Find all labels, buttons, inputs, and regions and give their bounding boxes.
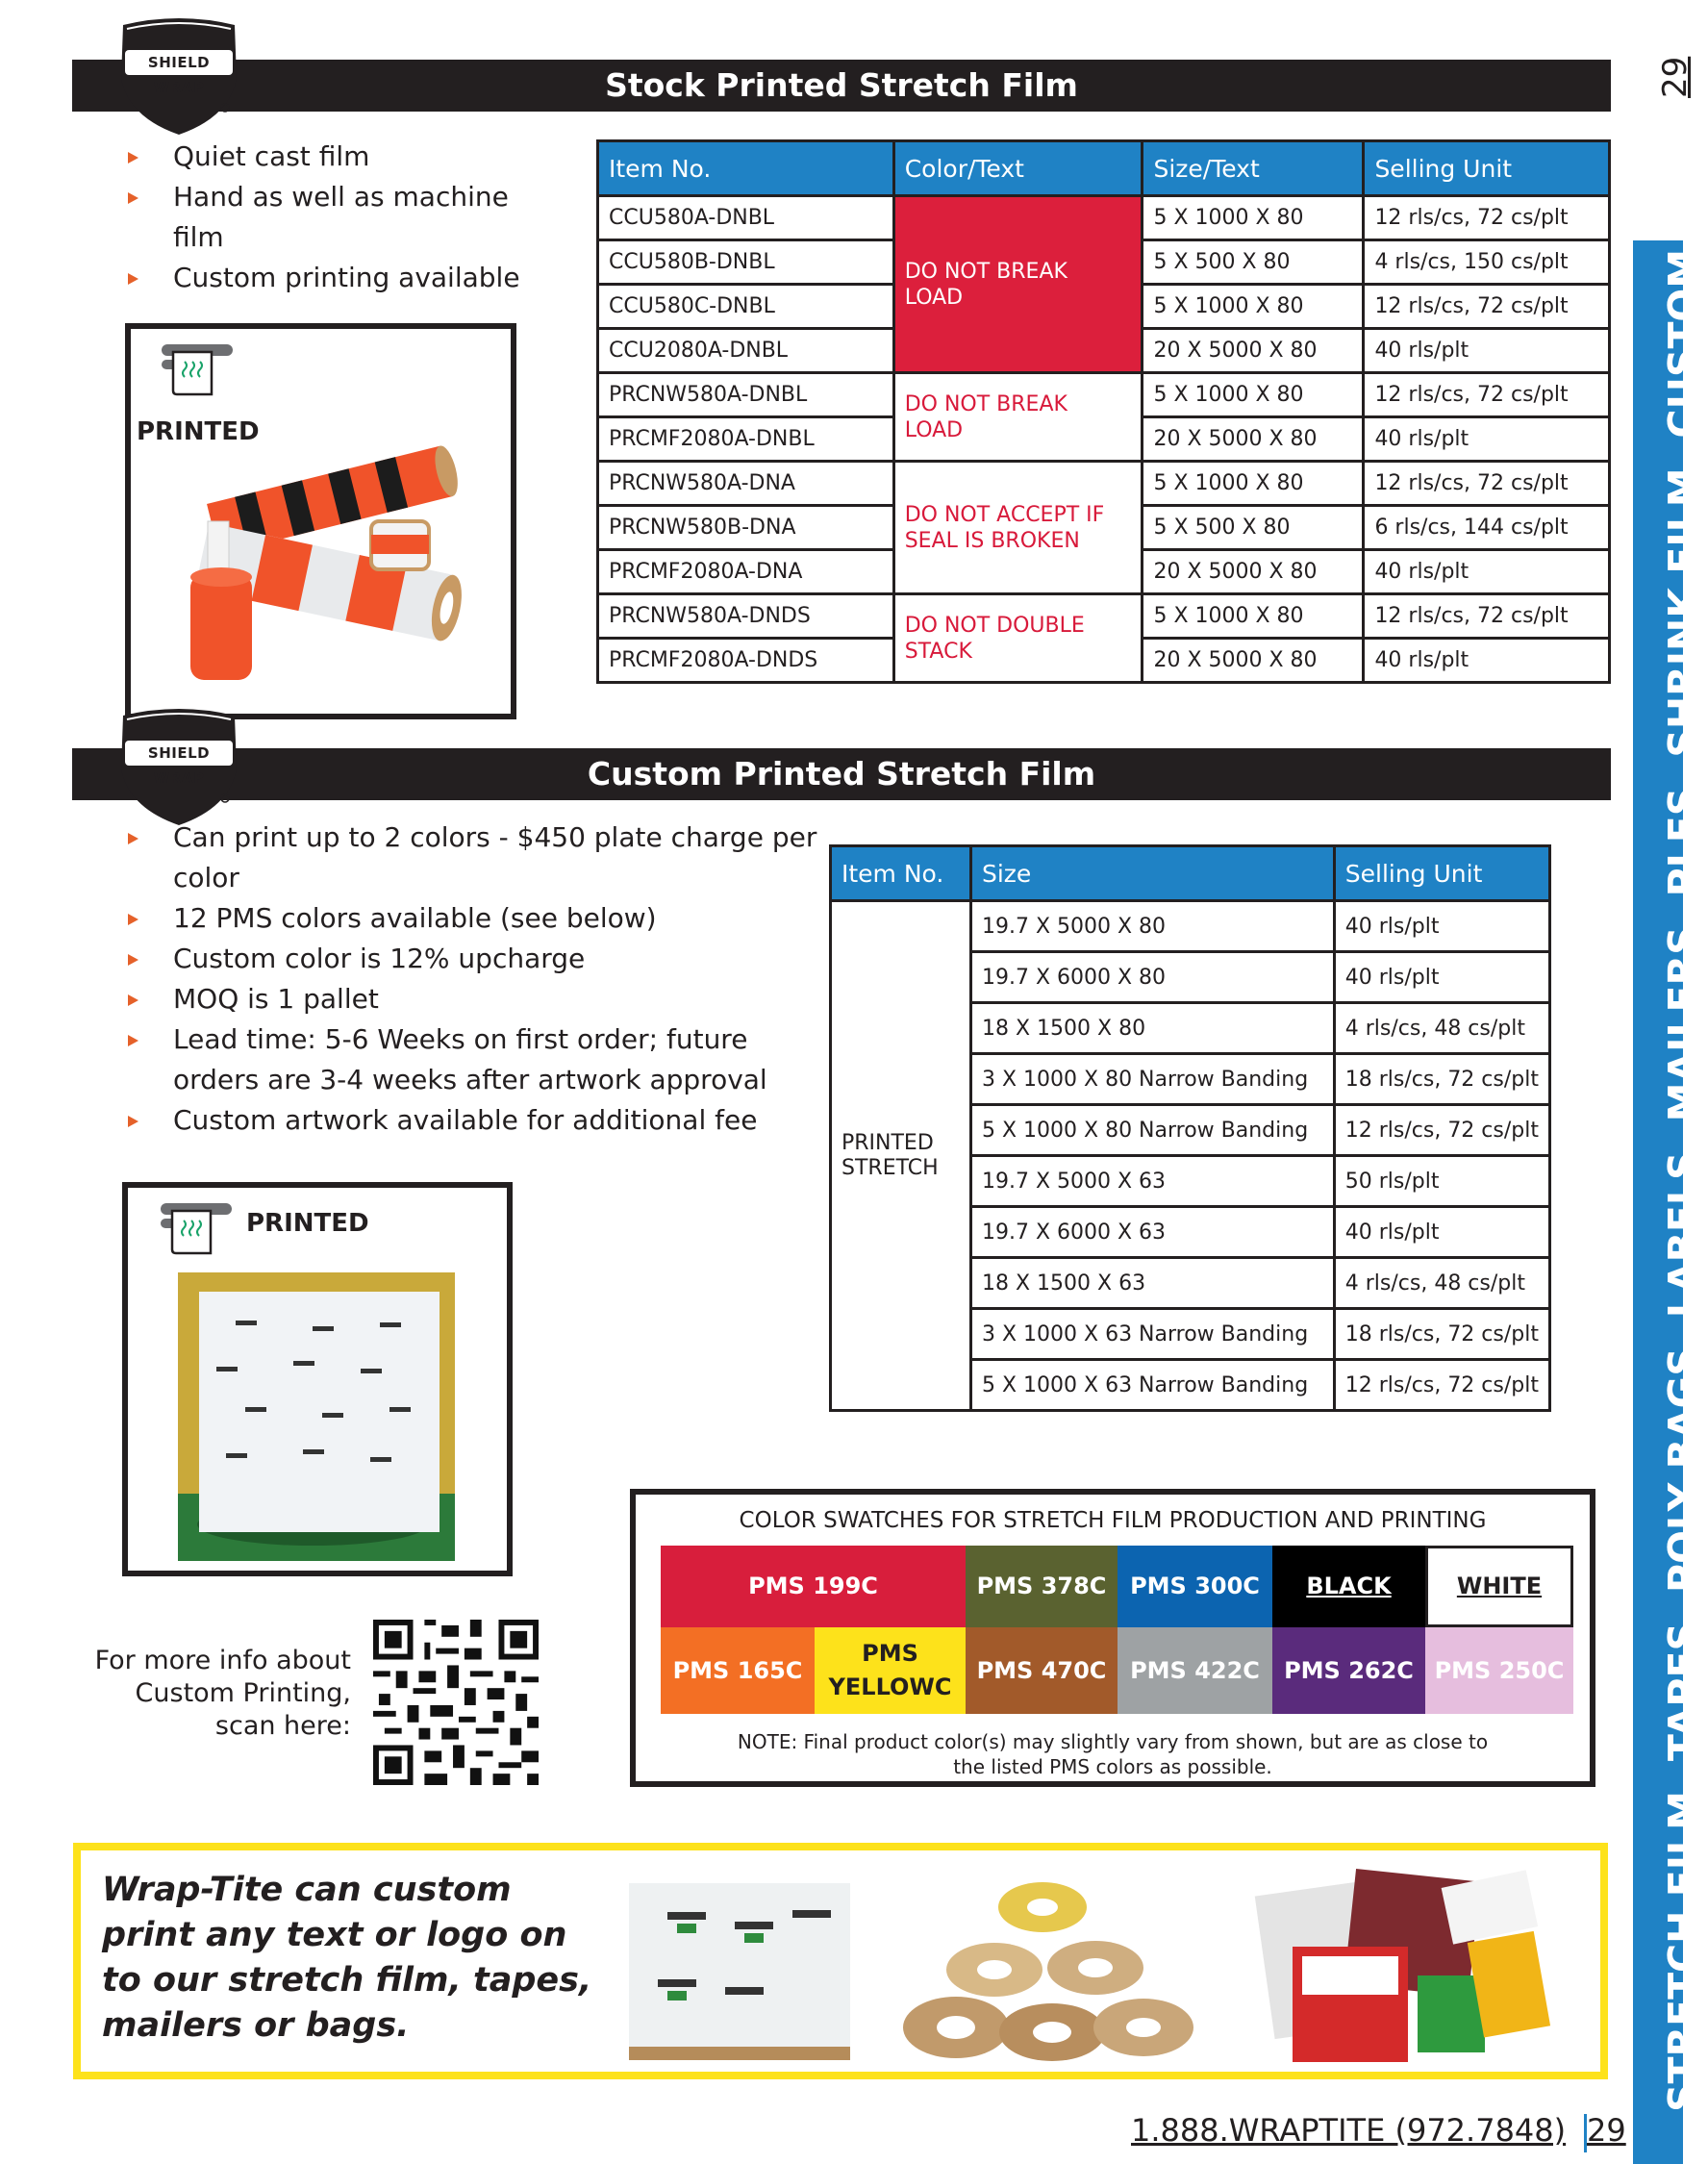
table-row (598, 462, 1610, 506)
selling-unit-cell: 12 rls/cs, 72 cs/plt (1334, 1105, 1549, 1156)
dot-separator (1683, 1329, 1690, 1336)
selling-unit-cell: 40 rls/plt (1334, 1207, 1549, 1258)
column-header: Color/Text (893, 141, 1143, 196)
selling-unit-cell: 12 rls/cs, 72 cs/plt (1364, 594, 1610, 639)
side-tab-poly-bags[interactable]: POLY BAGS (1660, 1347, 1706, 1593)
shield-wrap-logo (104, 17, 254, 138)
swatch-label: PMS 422C (1130, 1656, 1260, 1684)
dot-separator (1683, 769, 1690, 776)
item-no-cell: PRCNW580A-DNDS (598, 594, 894, 639)
selling-unit-cell: 18 rls/cs, 72 cs/plt (1334, 1054, 1549, 1105)
size-cell: 5 X 500 X 80 (1143, 506, 1364, 550)
printed-label: PRINTED (137, 417, 260, 446)
side-tab-mailers[interactable]: MAILERS (1660, 926, 1706, 1122)
size-cell: 20 X 5000 X 80 (1143, 550, 1364, 594)
selling-unit-cell: 40 rls/plt (1364, 417, 1610, 462)
selling-unit-cell: 18 rls/cs, 72 cs/plt (1334, 1309, 1549, 1360)
item-no-cell: PRCNW580A-DNA (598, 462, 894, 506)
size-cell: 20 X 5000 X 80 (1143, 329, 1364, 373)
dot-separator (1683, 1604, 1690, 1611)
swatch-label: WHITE (1456, 1573, 1543, 1599)
stock-bullets (128, 137, 551, 298)
swatch-label: PMS 199C (748, 1573, 878, 1599)
size-cell: 3 X 1000 X 80 Narrow Banding (970, 1054, 1334, 1105)
size-cell: 19.7 X 6000 X 80 (970, 952, 1334, 1003)
size-cell: 19.7 X 5000 X 63 (970, 1156, 1334, 1207)
custom-bullet: Custom artwork available for additional fee (128, 1100, 820, 1141)
custom-print-banner (73, 1843, 1608, 2079)
selling-unit-cell: 40 rls/plt (1364, 550, 1610, 594)
selling-unit-cell: 50 rls/plt (1334, 1156, 1549, 1207)
stock-table (596, 139, 1611, 684)
custom-bullets (128, 818, 820, 1141)
shield-wrap-label: SHIELD WRAP (125, 741, 233, 766)
column-header: Size/Text (1143, 141, 1364, 196)
selling-unit-cell: 4 rls/cs, 48 cs/plt (1334, 1003, 1549, 1054)
swatch-pms-199c (661, 1546, 966, 1627)
custom-bullet: Custom color is 12% upcharge (128, 939, 820, 979)
selling-unit-cell: 6 rls/cs, 144 cs/plt (1364, 506, 1610, 550)
dot-separator (1683, 449, 1690, 456)
size-cell: 19.7 X 6000 X 63 (970, 1207, 1334, 1258)
size-cell: 5 X 500 X 80 (1143, 240, 1364, 285)
size-cell: 5 X 1000 X 63 Narrow Banding (970, 1360, 1334, 1411)
color-text-cell: DO NOT ACCEPT IF SEAL IS BROKEN (893, 462, 1143, 594)
custom-table (829, 844, 1551, 1412)
printer-icon (160, 339, 237, 396)
item-no-cell: PRCMF2080A-DNDS (598, 639, 894, 683)
selling-unit-cell: 4 rls/cs, 48 cs/plt (1334, 1258, 1549, 1309)
table-header-row (598, 141, 1610, 196)
color-text-cell: DO NOT BREAK LOAD (893, 196, 1143, 373)
swatch-label: PMS YELLOWC (828, 1640, 952, 1700)
size-cell: 20 X 5000 X 80 (1143, 639, 1364, 683)
custom-photo-box (122, 1182, 513, 1576)
size-cell: 5 X 1000 X 80 (1143, 462, 1364, 506)
side-tab-tapes[interactable]: TAPES (1660, 1622, 1706, 1762)
swatch-pms-422c (1118, 1627, 1272, 1714)
item-no-cell: PRCNW580B-DNA (598, 506, 894, 550)
swatches-note: NOTE: Final product color(s) may slightly vary from shown, but are as close to the listed PMS colors as possible. (737, 1730, 1489, 1778)
color-text-cell: DO NOT DOUBLE STACK (893, 594, 1143, 683)
swatch-pms-470c (966, 1627, 1118, 1714)
dot-separator (1683, 1773, 1690, 1779)
swatch-white (1425, 1546, 1573, 1627)
custom-bullet: Can print up to 2 colors - $450 plate charge per color (128, 818, 820, 898)
selling-unit-cell: 40 rls/plt (1334, 901, 1549, 952)
swatch-label: PMS 262C (1284, 1656, 1414, 1684)
swatch-label: PMS 300C (1130, 1573, 1260, 1599)
custom-pallet-photo (178, 1272, 455, 1561)
selling-unit-cell: 12 rls/cs, 72 cs/plt (1334, 1360, 1549, 1411)
stock-film-rolls-photo (169, 454, 487, 694)
column-header: Selling Unit (1364, 141, 1610, 196)
qr-code-icon[interactable] (373, 1620, 539, 1785)
shield-wrap-label: SHIELD WRAP (125, 50, 233, 75)
shield-wrap-logo (104, 708, 254, 828)
size-cell: 5 X 1000 X 80 (1143, 285, 1364, 329)
swatch-pms-250c (1425, 1627, 1573, 1714)
custom-bullet: 12 PMS colors available (see below) (128, 898, 820, 939)
swatches-title: COLOR SWATCHES FOR STRETCH FILM PRODUCTION AND PRINTING (739, 1508, 1487, 1533)
stock-bullet: Quiet cast film (128, 137, 551, 177)
stock-bullet: Custom printing available (128, 258, 551, 298)
item-no-cell: CCU580A-DNBL (598, 196, 894, 240)
selling-unit-cell: 12 rls/cs, 72 cs/plt (1364, 196, 1610, 240)
size-cell: 5 X 1000 X 80 (1143, 373, 1364, 417)
item-no-cell: CCU580B-DNBL (598, 240, 894, 285)
swatch-label: PMS 165C (672, 1656, 803, 1684)
footer-phone-link[interactable]: 1.888.WRAPTITE (972.7848) (1131, 2112, 1567, 2149)
swatch-pms-378c (966, 1546, 1118, 1627)
banner-tapes-photo (889, 1864, 1196, 2066)
swatch-black (1272, 1546, 1425, 1627)
side-tab-shrink-film[interactable]: SHRINK FILM (1660, 467, 1706, 758)
side-tab-stretch-film[interactable]: STRETCH FILM (1660, 1791, 1706, 2112)
qr-info-text: For more info about Custom Printing, scan here: (94, 1646, 351, 1741)
selling-unit-cell: 4 rls/cs, 150 cs/plt (1364, 240, 1610, 285)
dot-separator (1683, 908, 1690, 915)
column-header: Size (970, 846, 1334, 901)
selling-unit-cell: 12 rls/cs, 72 cs/plt (1364, 373, 1610, 417)
side-tab-custom[interactable]: CUSTOM (1660, 248, 1706, 439)
item-no-cell: PRCNW580A-DNBL (598, 373, 894, 417)
swatch-label: BLACK (1306, 1573, 1392, 1599)
selling-unit-cell: 40 rls/plt (1334, 952, 1549, 1003)
column-header: Item No. (831, 846, 971, 901)
swatch-label: PMS 470C (976, 1656, 1107, 1684)
selling-unit-cell: 12 rls/cs, 72 cs/plt (1364, 285, 1610, 329)
table-row (598, 373, 1610, 417)
custom-bullet: MOQ is 1 pallet (128, 979, 820, 1019)
size-cell: 18 X 1500 X 63 (970, 1258, 1334, 1309)
printer-icon (159, 1197, 236, 1255)
size-cell: 18 X 1500 X 80 (970, 1003, 1334, 1054)
selling-unit-cell: 40 rls/plt (1364, 639, 1610, 683)
column-header: Item No. (598, 141, 894, 196)
item-no-cell: CCU580C-DNBL (598, 285, 894, 329)
printed-label: PRINTED (246, 1209, 369, 1238)
swatch-pms-yellowc (815, 1627, 966, 1714)
color-swatches-panel (630, 1489, 1595, 1787)
item-no-cell: PRINTED STRETCH (831, 901, 971, 1411)
stock-bullet: Hand as well as machine film (128, 177, 551, 258)
size-cell: 5 X 1000 X 80 (1143, 594, 1364, 639)
column-header: Selling Unit (1334, 846, 1549, 901)
swatch-pms-165c (661, 1627, 815, 1714)
size-cell: 5 X 1000 X 80 Narrow Banding (970, 1105, 1334, 1156)
side-tab-ples[interactable]: PLES (1660, 787, 1706, 897)
banner-text: Wrap-Tite can custom print any text or logo on to our stretch film, tapes, mailers or bags. (102, 1871, 592, 2045)
table-row (831, 901, 1550, 952)
table-row (598, 594, 1610, 639)
color-text-cell: DO NOT BREAK LOAD (893, 373, 1143, 462)
swatch-pms-262c (1272, 1627, 1425, 1714)
custom-bullet: Lead time: 5-6 Weeks on first order; future orders are 3-4 weeks after artwork approval (128, 1019, 820, 1100)
size-cell: 20 X 5000 X 80 (1143, 417, 1364, 462)
category-side-text (1658, 249, 1708, 2112)
item-no-cell: CCU2080A-DNBL (598, 329, 894, 373)
size-cell: 3 X 1000 X 63 Narrow Banding (970, 1309, 1334, 1360)
swatch-label: PMS 250C (1434, 1656, 1565, 1684)
swatch-pms-300c (1118, 1546, 1272, 1627)
stock-photo-box (125, 323, 516, 719)
item-no-cell: PRCMF2080A-DNBL (598, 417, 894, 462)
item-no-cell: PRCMF2080A-DNA (598, 550, 894, 594)
swatch-label: PMS 378C (976, 1573, 1107, 1599)
banner-stretch-film-photo (619, 1864, 869, 2066)
size-cell: 5 X 1000 X 80 (1143, 196, 1364, 240)
size-cell: 19.7 X 5000 X 80 (970, 901, 1334, 952)
banner-mailers-bags-photo (1254, 1860, 1571, 2070)
table-header-row (831, 846, 1550, 901)
table-row (598, 196, 1610, 240)
custom-section-title: Custom Printed Stretch Film (72, 748, 1611, 800)
stock-section-title: Stock Printed Stretch Film (72, 60, 1611, 112)
selling-unit-cell: 12 rls/cs, 72 cs/plt (1364, 462, 1610, 506)
selling-unit-cell: 40 rls/plt (1364, 329, 1610, 373)
side-tab-labels[interactable]: LABELS (1660, 1151, 1706, 1319)
footer-page-number: 29 (1587, 2112, 1626, 2149)
page-number-top: 29 (1656, 56, 1695, 98)
dot-separator (1683, 1133, 1690, 1140)
